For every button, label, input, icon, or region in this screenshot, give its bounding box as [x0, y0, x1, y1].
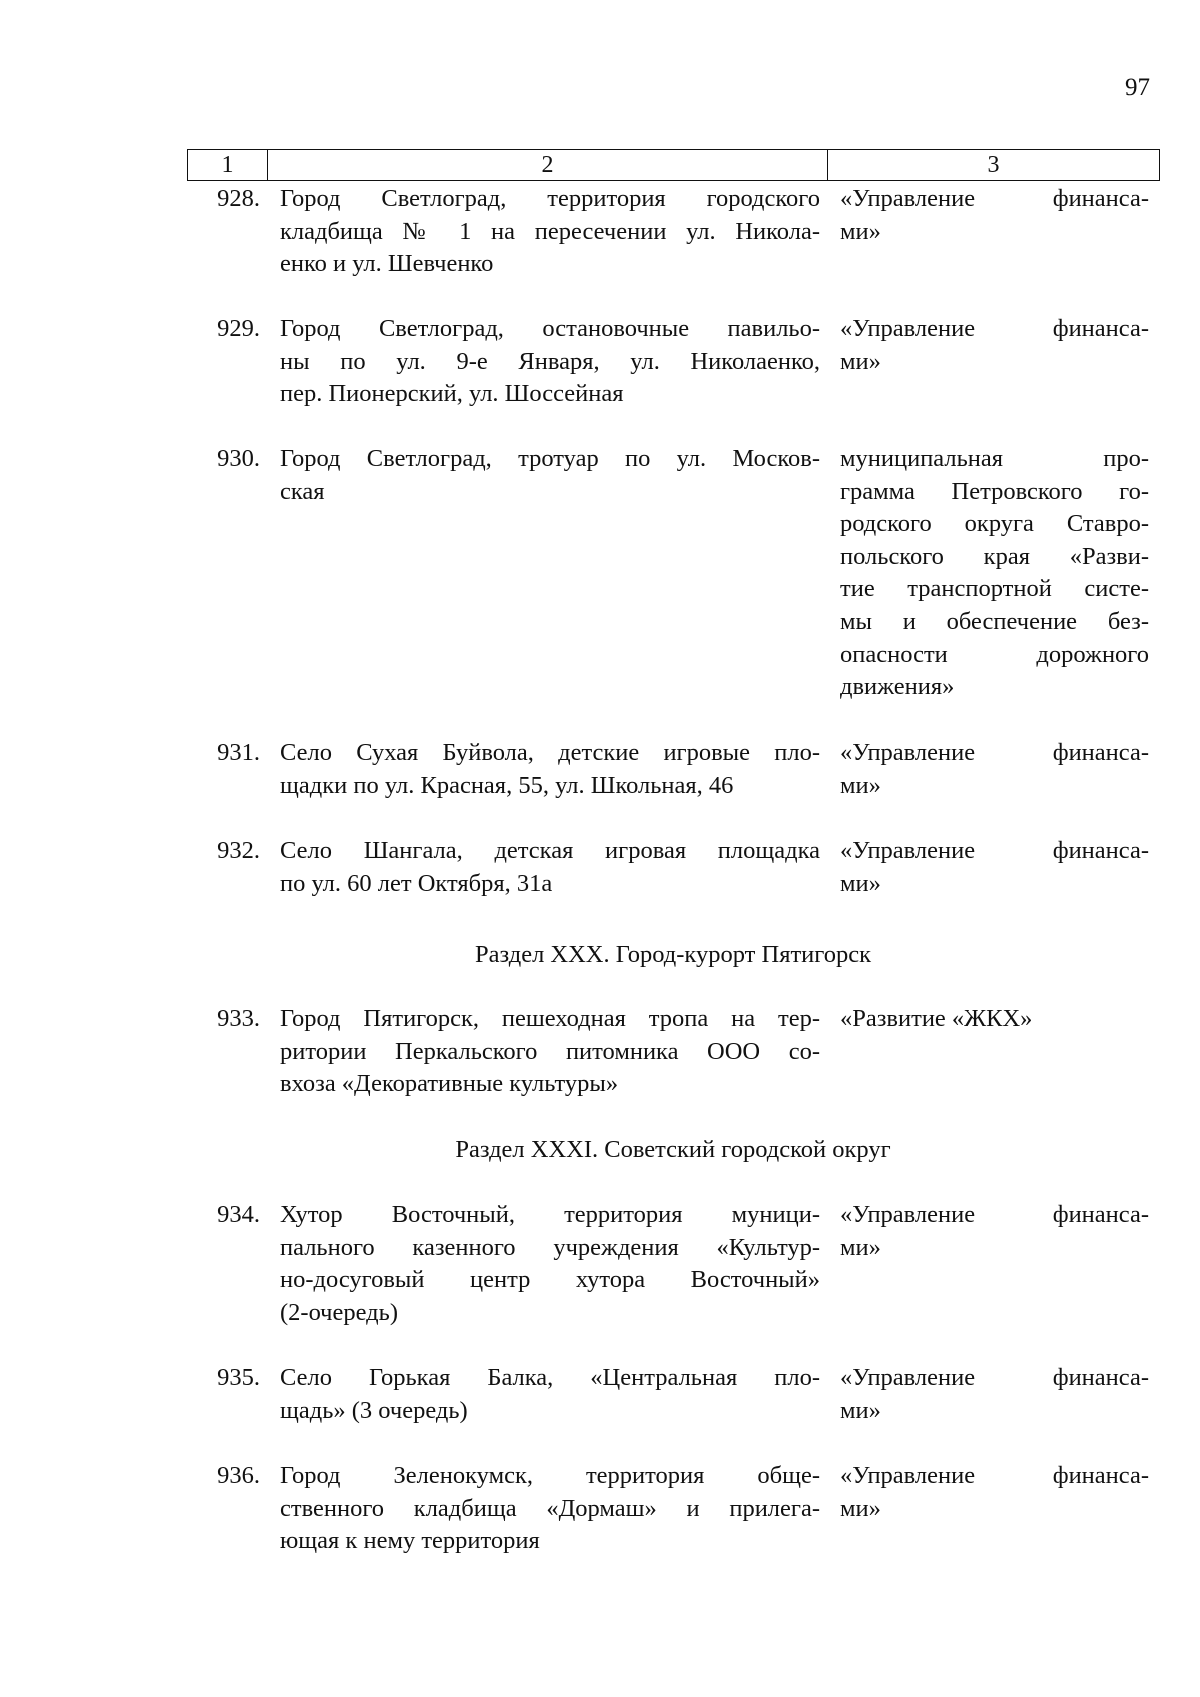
row-program: [840, 1199, 1149, 1264]
column-header-description: 2: [268, 150, 828, 181]
page-number: 97: [1125, 74, 1150, 101]
description-line: енко и ул. Шевченко: [280, 250, 494, 278]
program-line: родского округа Ставро-: [840, 510, 1149, 538]
description-line: ритории Перкальского питомника ООО со-: [280, 1037, 820, 1065]
description-line: Город Светлоград, остановочные павильо-: [280, 315, 820, 342]
row-description: [280, 1362, 820, 1427]
description-line: Город Зеленокумск, территория обще-: [280, 1462, 820, 1489]
description-line: (2-очередь): [280, 1298, 398, 1326]
row-description: [280, 443, 820, 508]
row-number: 933.: [217, 1005, 260, 1032]
row-description: [280, 313, 820, 411]
description-line: Хутор Восточный, территория муници-: [280, 1201, 820, 1228]
row-number: 928.: [217, 185, 260, 212]
description-line: вхоза «Декоративные культуры»: [280, 1070, 619, 1098]
row-number: 935.: [217, 1364, 260, 1391]
row-number: 930.: [217, 445, 260, 472]
program-line: «Управление финанса-: [840, 315, 1149, 342]
table-header-row: [188, 150, 1160, 181]
row-program: [840, 443, 1149, 704]
row-program: [840, 1460, 1149, 1525]
description-line: Город Светлоград, тротуар по ул. Москов-: [280, 445, 820, 472]
row-number: 931.: [217, 739, 260, 766]
program-line: «Управление финанса-: [840, 1462, 1149, 1489]
description-line: щадки по ул. Красная, 55, ул. Школьная, 46: [280, 771, 734, 799]
description-line: пер. Пионерский, ул. Шоссейная: [280, 380, 624, 408]
program-line: ми»: [840, 869, 881, 897]
row-number: 936.: [217, 1462, 260, 1489]
description-line: Город Пятигорск, пешеходная тропа на тер-: [280, 1005, 820, 1032]
description-line: по ул. 60 лет Октября, 31а: [280, 869, 553, 897]
program-line: ми»: [840, 1233, 881, 1261]
program-line: «Развитие «ЖКХ»: [840, 1005, 1033, 1032]
program-line: движения»: [840, 673, 955, 701]
program-line: польского края «Разви-: [840, 542, 1149, 570]
program-line: мы и обеспечение без-: [840, 607, 1149, 635]
row-program: [840, 1362, 1149, 1427]
section-heading: Раздел XXXI. Советский городской округ: [455, 1136, 891, 1163]
table-header: [187, 149, 1160, 181]
program-line: грамма Петровского го-: [840, 477, 1149, 505]
program-line: ми»: [840, 1494, 881, 1522]
description-line: ющая к нему территория: [280, 1527, 540, 1555]
program-line: муниципальная про-: [840, 445, 1149, 472]
program-line: ми»: [840, 1396, 881, 1424]
description-line: кладбища № 1 на пересечении ул. Никола-: [280, 217, 820, 245]
row-program: [840, 1003, 1149, 1036]
program-line: «Управление финанса-: [840, 185, 1149, 212]
row-program: [840, 313, 1149, 378]
program-line: ми»: [840, 217, 881, 245]
program-line: тие транспортной систе-: [840, 575, 1149, 603]
row-program: [840, 183, 1149, 248]
description-line: Село Горькая Балка, «Центральная пло-: [280, 1364, 820, 1391]
program-line: ми»: [840, 347, 881, 375]
description-line: ны по ул. 9-е Января, ул. Николаенко,: [280, 347, 820, 375]
row-description: [280, 1460, 820, 1558]
row-number: 929.: [217, 315, 260, 342]
program-line: «Управление финанса-: [840, 1201, 1149, 1228]
column-header-program: 3: [828, 150, 1160, 181]
program-line: ми»: [840, 771, 881, 799]
description-line: пального казенного учреждения «Культур-: [280, 1233, 820, 1261]
description-line: Село Сухая Буйвола, детские игровые пло-: [280, 739, 820, 766]
row-program: [840, 737, 1149, 802]
row-description: [280, 1003, 820, 1101]
program-line: «Управление финанса-: [840, 739, 1149, 766]
program-line: «Управление финанса-: [840, 837, 1149, 864]
description-line: ственного кладбища «Дормаш» и прилега-: [280, 1494, 820, 1522]
row-number: 934.: [217, 1201, 260, 1228]
row-program: [840, 835, 1149, 900]
description-line: но-досуговый центр хутора Восточный»: [280, 1266, 820, 1294]
description-line: щадь» (3 очередь): [280, 1396, 468, 1424]
section-heading: Раздел XXX. Город-курорт Пятигорск: [475, 941, 871, 968]
program-line: опасности дорожного: [840, 640, 1149, 668]
row-number: 932.: [217, 837, 260, 864]
description-line: Село Шангала, детская игровая площадка: [280, 837, 820, 864]
row-description: [280, 835, 820, 900]
row-description: [280, 183, 820, 281]
description-line: ская: [280, 477, 325, 505]
row-description: [280, 1199, 820, 1329]
program-line: «Управление финанса-: [840, 1364, 1149, 1391]
description-line: Город Светлоград, территория городского: [280, 185, 820, 212]
column-header-number: 1: [188, 150, 268, 181]
row-description: [280, 737, 820, 802]
